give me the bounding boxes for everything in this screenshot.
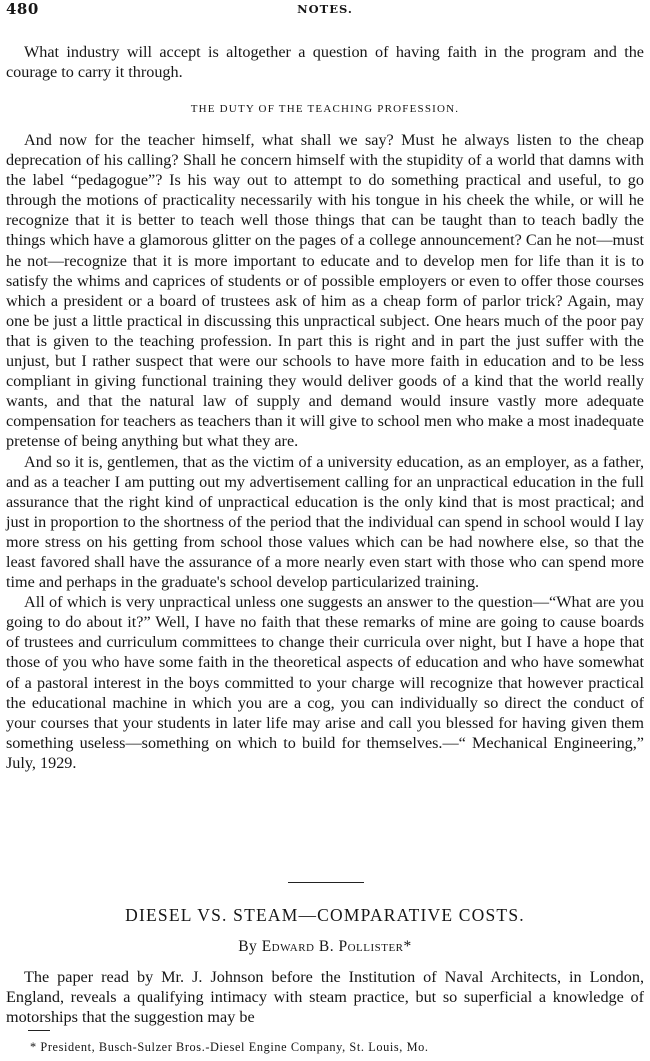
- byline: [0, 938, 650, 956]
- intro-paragraph: What industry will accept is altogether a question of having faith in the program and the courage to carry it through.: [6, 43, 644, 82]
- body-paragraph-1: And now for the teacher himself, what shall we say? Must he always listen to the cheap deprecation of his calling? Shall he concern himself with the stupidity of a world that damns with the label “pedagogue”? Is his way out to attempt to do something practical and useful, to go through the motions of practicality necessarily with his tongue in his cheek the while, or will he recognize that it is better to teach well those things that can be taught than to teach badly the things which have a glamorous glitter on the pages of a college announcement? Can he not—must he not—recognize that it is more important to educate and to develop men for life than it is to satisfy the whims and caprices of students or of possible employers or even to offer those courses which a president or a board of trustees ask of him as a cheap form of parlor trick? Again, may one be just a little practical in discussing this unpractical subject. One hears much of the poor pay that is given to the teaching profession. In part this is right and in part the just suffer with the unjust, but I rather suspect that were our schools to have more faith in education and to be less compliant in giving functional training they would deliver goods of a kind that the world really wants, and that the natural law of supply and demand would insure vastly more adequate compensation for teachers as teachers than it will give to school men who make a most inadequate pretense of being anything but what they are.: [6, 131, 644, 451]
- article-title: DIESEL VS. STEAM—COMPARATIVE COSTS.: [125, 905, 525, 925]
- body-paragraph-2: And so it is, gentlemen, that as the victim of a university education, as an employer, as a father, and as a teacher I am putting out my advertisement calling for an unpractical education in the full assurance that the right kind of unpractical education is the only kind that is most practical; and just in proportion to the shortness of the period that the individual can spend in school would I lay more stress on his getting from school those values which can be had nowhere else, so that the least favored shall have the assurance of a more nearly even start with those who can spend more time and perhaps in the graduate's school develop particularized training.: [6, 452, 644, 592]
- footnote-rule: [28, 1030, 50, 1031]
- intro-block: [6, 42, 644, 82]
- body-block: [6, 130, 644, 773]
- page-header: [6, 0, 644, 20]
- article-body: [6, 967, 644, 1027]
- page-number: 480: [6, 0, 39, 18]
- section-heading: THE DUTY OF THE TEACHING PROFESSION.: [190, 103, 460, 115]
- section-divider: [288, 882, 364, 883]
- running-title: NOTES.: [297, 2, 353, 16]
- footnote: * President, Busch-Sulzer Bros.-Diesel Engine Company, St. Louis, Mo.: [30, 1040, 429, 1054]
- byline-prefix: By: [238, 938, 258, 955]
- byline-author: Edward B. Pollister: [261, 938, 404, 955]
- footnote-marker: *: [403, 938, 412, 955]
- article-paragraph: The paper read by Mr. J. Johnson before the Institution of Naval Architects, in London, England, reveals a qualifying intimacy with steam practice, but so superficial a knowledge of motorships that the suggestion may be: [6, 968, 644, 1027]
- body-paragraph-3: All of which is very unpractical unless one suggests an answer to the question—“What are you going to do about it?” Well, I have no faith that these remarks of mine are going to cause boards of trustees and curriculum committees to change their curricula over night, but I have a hope that those of you who have some faith in the theoretical aspects of education and who have somewhat of a pastoral interest in the boys committed to your charge will recognize that however practical the educational machine in which you are a cog, you can individually so direct the conduct of your courses that your students in later life may arise and call you blessed for having given them something useless—something on which to build for themselves.—“ Mechanical Engineering,” July, 1929.: [6, 593, 644, 772]
